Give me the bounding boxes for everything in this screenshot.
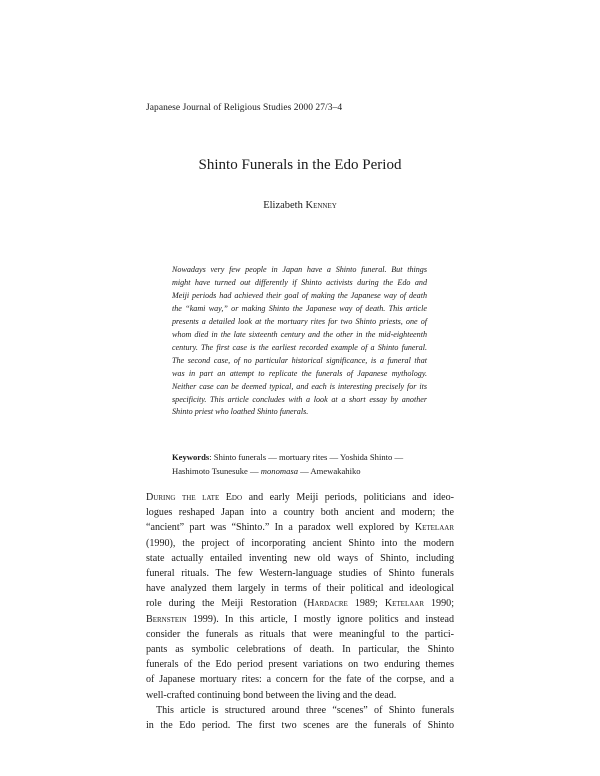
body-line: logues reshaped Japan into a country both ancient and modern; the — [146, 507, 454, 519]
body-line: of Japanese mortuary rites: a concern for the fate of the corpse, and a — [146, 674, 454, 686]
citation-author: Bernstein — [146, 613, 187, 625]
abstract-line: century. The first case is the earliest recorded example of a Shinto funeral. — [172, 342, 427, 352]
keywords-text: — Amewakahiko — [298, 466, 361, 476]
body-text — [146, 490, 454, 733]
body-line-text: role during the Meiji Restoration ( — [146, 598, 308, 610]
abstract-line: Meiji periods had achieved their goal of making the Japanese way of death — [172, 290, 427, 300]
body-line: (1990), the project of incorporating ancient Shinto into the modern — [146, 537, 454, 549]
citation-author: Ketelaar — [384, 598, 425, 610]
body-line-text: 1999). In this article, I mostly ignore politics and instead — [186, 613, 454, 625]
body-line — [146, 612, 454, 627]
abstract-line: Shinto priest who loathed Shinto funerals. — [172, 407, 309, 417]
article-title: Shinto Funerals in the Edo Period — [198, 157, 402, 173]
body-line: funeral rituals. The few Western-language studies of Shinto funerals — [146, 568, 454, 580]
body-line: pants as symbolic celebrations of death. In particular, the Shinto — [146, 644, 454, 656]
paragraph-lead-in: During the late Edo — [146, 492, 243, 503]
author-name — [0, 200, 600, 211]
body-line: consider the funerals as rituals that were meaningful to the partici- — [146, 628, 454, 640]
body-line — [146, 596, 454, 611]
keywords-label: Keywords — [172, 452, 210, 462]
body-line: have analyzed them largely in terms of their political and ideological — [146, 583, 454, 595]
abstract-line: The second case, of no particular historical significance, is a funeral that — [172, 355, 427, 365]
citation-author: Ketelaar — [414, 522, 454, 534]
citation-author: Hardacre — [307, 598, 348, 610]
body-line — [146, 520, 454, 535]
abstract — [172, 264, 427, 419]
body-line: state actually entailed inventing new old ways of Shinto, including — [146, 552, 454, 564]
abstract-line: whom died in the late sixteenth century and the other in the mid-eighteenth — [172, 329, 427, 339]
abstract-line: Nowadays very few people in Japan have a Shinto funeral. But things — [172, 265, 427, 274]
body-line — [146, 490, 454, 505]
body-line: in the Edo period. The first two scenes are the funerals of Shinto — [146, 720, 454, 732]
abstract-line: might have turned out differently if Shinto activists during the Edo and — [172, 277, 427, 287]
keywords-text: Hashimoto Tsunesuke — — [172, 466, 261, 476]
abstract-line: Neither case can be deemed typical, and each is interesting precisely for its — [172, 381, 427, 391]
body-line-text: 1989; — [347, 598, 385, 610]
body-line: This article is structured around three “scenes” of Shinto funerals — [156, 704, 454, 716]
keywords-line — [172, 450, 437, 464]
author-last-name: Kenney — [305, 200, 337, 211]
body-line: well-crafted continuing bond between the living and the dead. — [146, 689, 397, 701]
abstract-line: the “kami way,” or making Shinto the Japanese way of death. This article — [172, 303, 427, 313]
body-line-text: and early Meiji periods, politicians and ideo- — [242, 492, 454, 503]
keywords-italic-term: monomasa — [260, 466, 299, 476]
abstract-line: presents a detailed look at the mortuary rites for two Shinto priests, one of — [172, 316, 427, 326]
abstract-line: was in part an attempt to replicate the funerals of Japanese mythology. — [172, 368, 427, 378]
keywords-block — [172, 450, 437, 478]
body-line-text: 1990; — [424, 598, 454, 610]
body-line-text: “ancient” part was “Shinto.” In a paradox well explored by — [146, 522, 415, 534]
running-head: Japanese Journal of Religious Studies 2000 27/3–4 — [146, 103, 343, 113]
abstract-line: specificity. This article concludes with a look at a short essay by another — [172, 394, 427, 404]
author-first-name: Elizabeth — [263, 200, 306, 211]
keywords-text: : Shinto funerals — mortuary rites — Yoshida Shinto — — [209, 452, 404, 462]
body-line: funerals of the Edo period present variations on two enduring themes — [146, 659, 454, 671]
keywords-line — [172, 464, 437, 478]
